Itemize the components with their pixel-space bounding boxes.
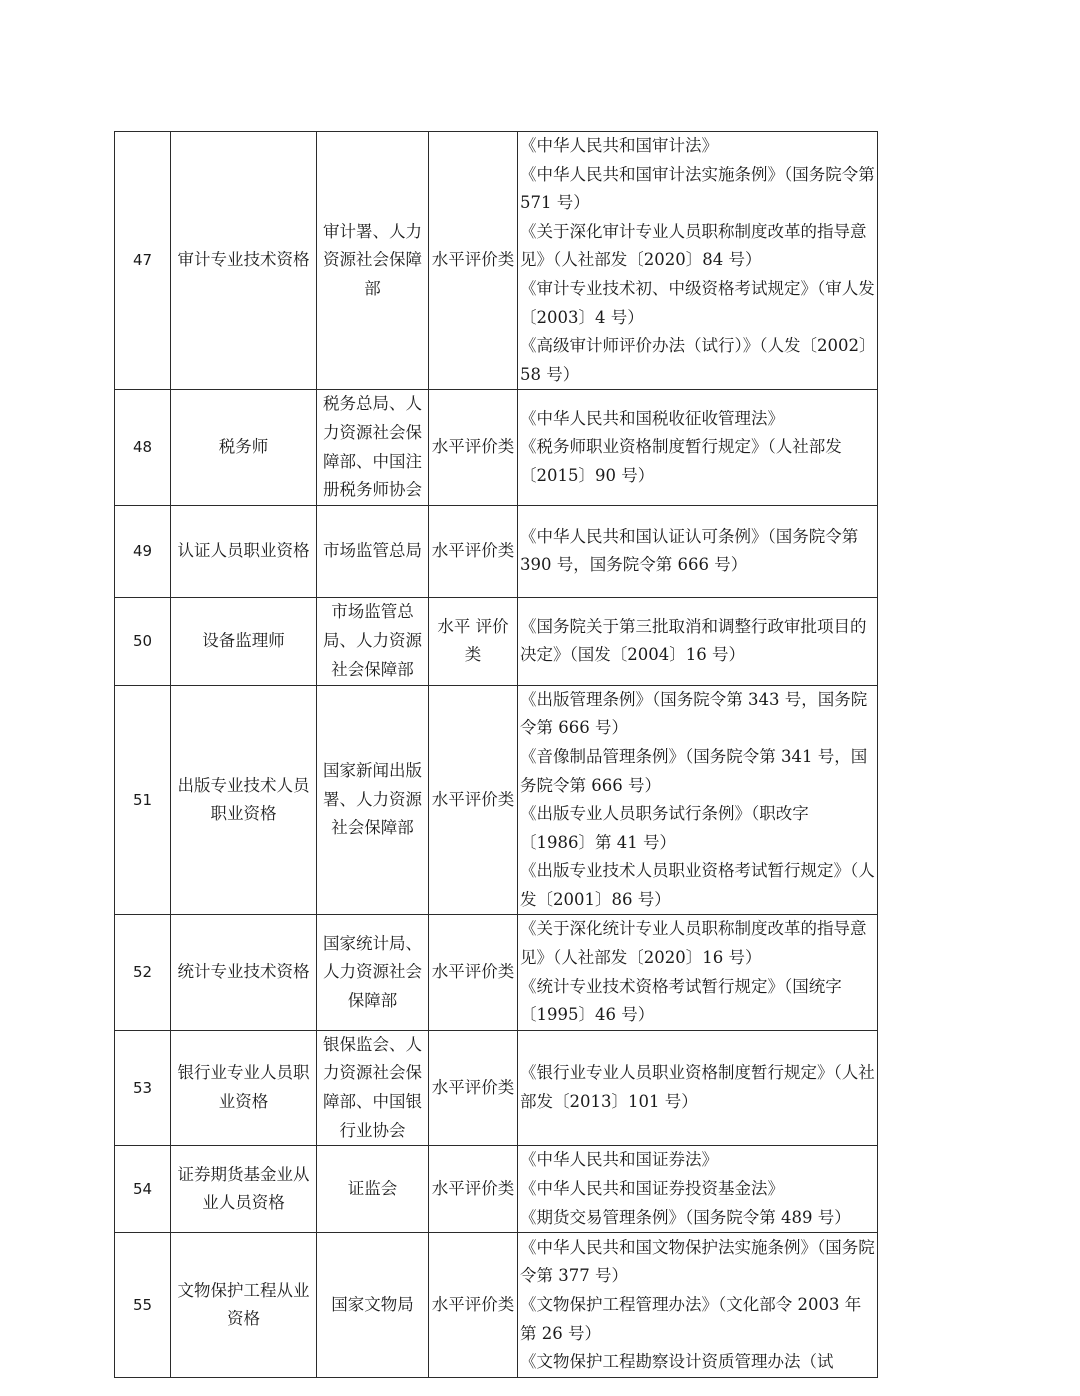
- department: 审计署、人力资源社会保障部: [317, 132, 429, 390]
- legal-basis-line: 《中华人民共和国认证认可条例》（国务院令第 390 号，国务院令第 666 号）: [520, 526, 859, 575]
- legal-basis: [518, 505, 878, 597]
- qualification-name: 证券期货基金业从业人员资格: [171, 1146, 317, 1233]
- legal-basis: [518, 915, 878, 1030]
- department: 国家文物局: [317, 1233, 429, 1378]
- qualification-type: 水平评价类: [429, 1233, 518, 1378]
- department: 国家新闻出版署、人力资源社会保障部: [317, 685, 429, 915]
- department: 市场监管总局: [317, 505, 429, 597]
- legal-basis: [518, 1146, 878, 1233]
- qualification-type: 水平评价类: [429, 390, 518, 505]
- legal-basis-line: 《中华人民共和国证券法》: [520, 1150, 718, 1170]
- qualification-name: 出版专业技术人员职业资格: [171, 685, 317, 915]
- legal-basis-line: 《中华人民共和国税收征收管理法》: [520, 408, 784, 428]
- legal-basis-line: 《音像制品管理条例》（国务院令第 341 号，国务院令第 666 号）: [520, 746, 868, 795]
- qualification-type: 水平 评价类: [429, 597, 518, 685]
- table-row: [115, 597, 878, 685]
- row-number: 53: [115, 1030, 171, 1145]
- row-number: 49: [115, 505, 171, 597]
- table-body: [115, 132, 878, 1378]
- legal-basis-line: 《中华人民共和国审计法实施条例》（国务院令第 571 号）: [520, 164, 875, 213]
- legal-basis: [518, 1030, 878, 1145]
- table-row: [115, 685, 878, 915]
- legal-basis-line: 《银行业专业人员职业资格制度暂行规定》（人社部发〔2013〕101 号）: [520, 1063, 875, 1112]
- table-row: [115, 390, 878, 505]
- qualification-type: 水平评价类: [429, 505, 518, 597]
- legal-basis-line: 《中华人民共和国文物保护法实施条例》（国务院令第 377 号）: [520, 1237, 875, 1286]
- row-number: 55: [115, 1233, 171, 1378]
- department: 银保监会、人力资源社会保障部、中国银行业协会: [317, 1030, 429, 1145]
- legal-basis-line: 《关于深化统计专业人员职称制度改革的指导意见》（人社部发〔2020〕16 号）: [520, 919, 867, 968]
- qualification-name: 统计专业技术资格: [171, 915, 317, 1030]
- row-number: 51: [115, 685, 171, 915]
- qualification-name: 设备监理师: [171, 597, 317, 685]
- qualification-table: [114, 131, 878, 1378]
- qualification-type: 水平评价类: [429, 685, 518, 915]
- legal-basis-line: 《文物保护工程管理办法》（文化部令 2003 年第 26 号）: [520, 1294, 862, 1343]
- legal-basis: [518, 390, 878, 505]
- qualification-name: 银行业专业人员职业资格: [171, 1030, 317, 1145]
- table-row: [115, 1030, 878, 1145]
- legal-basis: [518, 1233, 878, 1378]
- table-row: [115, 915, 878, 1030]
- legal-basis-line: 《文物保护工程勘察设计资质管理办法（试: [520, 1352, 834, 1372]
- qualification-name: 文物保护工程从业资格: [171, 1233, 317, 1378]
- table-row: [115, 505, 878, 597]
- row-number: 50: [115, 597, 171, 685]
- row-number: 54: [115, 1146, 171, 1233]
- qualification-type: 水平评价类: [429, 1146, 518, 1233]
- qualification-name: 税务师: [171, 390, 317, 505]
- row-number: 47: [115, 132, 171, 390]
- row-number: 48: [115, 390, 171, 505]
- legal-basis-line: 《出版管理条例》（国务院令第 343 号，国务院令第 666 号）: [520, 689, 868, 738]
- qualification-type: 水平评价类: [429, 132, 518, 390]
- department: 税务总局、人力资源社会保障部、中国注册税务师协会: [317, 390, 429, 505]
- legal-basis-line: 《出版专业人员职务试行条例》（职改字〔1986〕第 41 号）: [520, 804, 809, 852]
- legal-basis-line: 《高级审计师评价办法（试行）》（人发〔2002〕58 号）: [520, 336, 868, 384]
- legal-basis-line: 《国务院关于第三批取消和调整行政审批项目的决定》（国发〔2004〕16 号）: [520, 616, 867, 665]
- legal-basis-line: 《中华人民共和国审计法》: [520, 136, 718, 155]
- legal-basis: [518, 685, 878, 915]
- legal-basis-line: 《关于深化审计专业人员职称制度改革的指导意见》（人社部发〔2020〕84 号）: [520, 221, 867, 270]
- legal-basis: [518, 597, 878, 685]
- department: 国家统计局、人力资源社会保障部: [317, 915, 429, 1030]
- qualification-type: 水平评价类: [429, 915, 518, 1030]
- legal-basis-line: 《统计专业技术资格考试暂行规定》（国统字〔1995〕46 号）: [520, 976, 842, 1025]
- legal-basis-line: 《中华人民共和国证券投资基金法》: [520, 1178, 784, 1198]
- qualification-name: 认证人员职业资格: [171, 505, 317, 597]
- department: 市场监管总局、人力资源社会保障部: [317, 597, 429, 685]
- row-number: 52: [115, 915, 171, 1030]
- qualification-name: 审计专业技术资格: [171, 132, 317, 390]
- legal-basis-line: 《审计专业技术初、中级资格考试规定》（审人发〔2003〕4 号）: [520, 278, 875, 327]
- legal-basis-line: 《税务师职业资格制度暂行规定》（人社部发〔2015〕90 号）: [520, 437, 842, 485]
- table-row: [115, 1233, 878, 1378]
- table-row: [115, 132, 878, 390]
- table-row: [115, 1146, 878, 1233]
- qualification-type: 水平评价类: [429, 1030, 518, 1145]
- legal-basis: [518, 132, 878, 390]
- legal-basis-line: 《出版专业技术人员职业资格考试暂行规定》（人发〔2001〕86 号）: [520, 861, 875, 909]
- department: 证监会: [317, 1146, 429, 1233]
- legal-basis-line: 《期货交易管理条例》（国务院令第 489 号）: [520, 1207, 851, 1227]
